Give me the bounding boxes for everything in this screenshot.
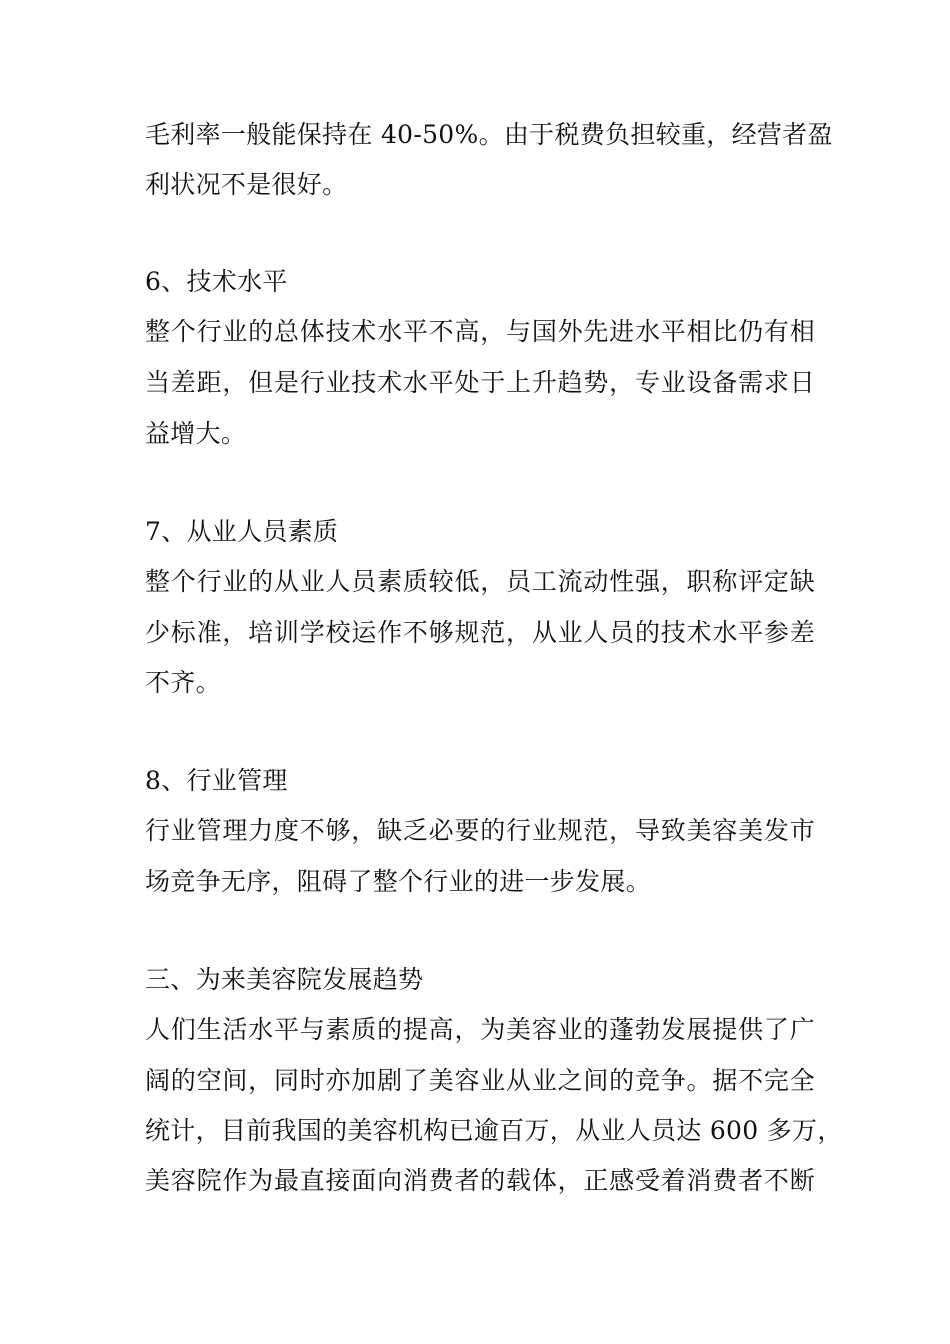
section-7-line-3: 不齐。: [145, 668, 221, 697]
section-7-line-2: 少标准，培训学校运作不够规范，从业人员的技术水平参差: [145, 618, 815, 647]
section-7-heading: 7、从业人员素质: [145, 517, 339, 546]
section-6-line-3: 益增大。: [145, 419, 247, 448]
section-7-line-1: 整个行业的从业人员素质较低，员工流动性强，职称评定缺: [145, 567, 815, 596]
section-8-line-1: 行业管理力度不够，缺乏必要的行业规范，导致美容美发市: [145, 816, 815, 845]
section-3-line-1: 人们生活水平与素质的提高，为美容业的蓬勃发展提供了广: [145, 1015, 815, 1044]
section-6-heading: 6、技术水平: [145, 267, 288, 296]
section-3-heading: 三、为来美容院发展趋势: [145, 965, 424, 994]
section-3-line-2: 阔的空间，同时亦加剧了美容业从业之间的竞争。据不完全: [145, 1066, 815, 1095]
section-8-heading: 8、行业管理: [145, 766, 288, 795]
intro-line-2: 利状况不是很好。: [145, 170, 348, 199]
section-3-line-4: 美容院作为最直接面向消费者的载体，正感受着消费者不断: [145, 1166, 815, 1195]
section-6-line-1: 整个行业的总体技术水平不高，与国外先进水平相比仍有相: [145, 317, 815, 346]
section-8-line-2: 场竞争无序，阻碍了整个行业的进一步发展。: [145, 867, 652, 896]
section-3-line-3: 统计，目前我国的美容机构已逾百万，从业人员达 600 多万，: [145, 1116, 843, 1145]
intro-line-1: 毛利率一般能保持在 40-50%。由于税费负担较重，经营者盈: [145, 120, 833, 149]
section-6-line-2: 当差距，但是行业技术水平处于上升趋势，专业设备需求日: [145, 368, 815, 397]
